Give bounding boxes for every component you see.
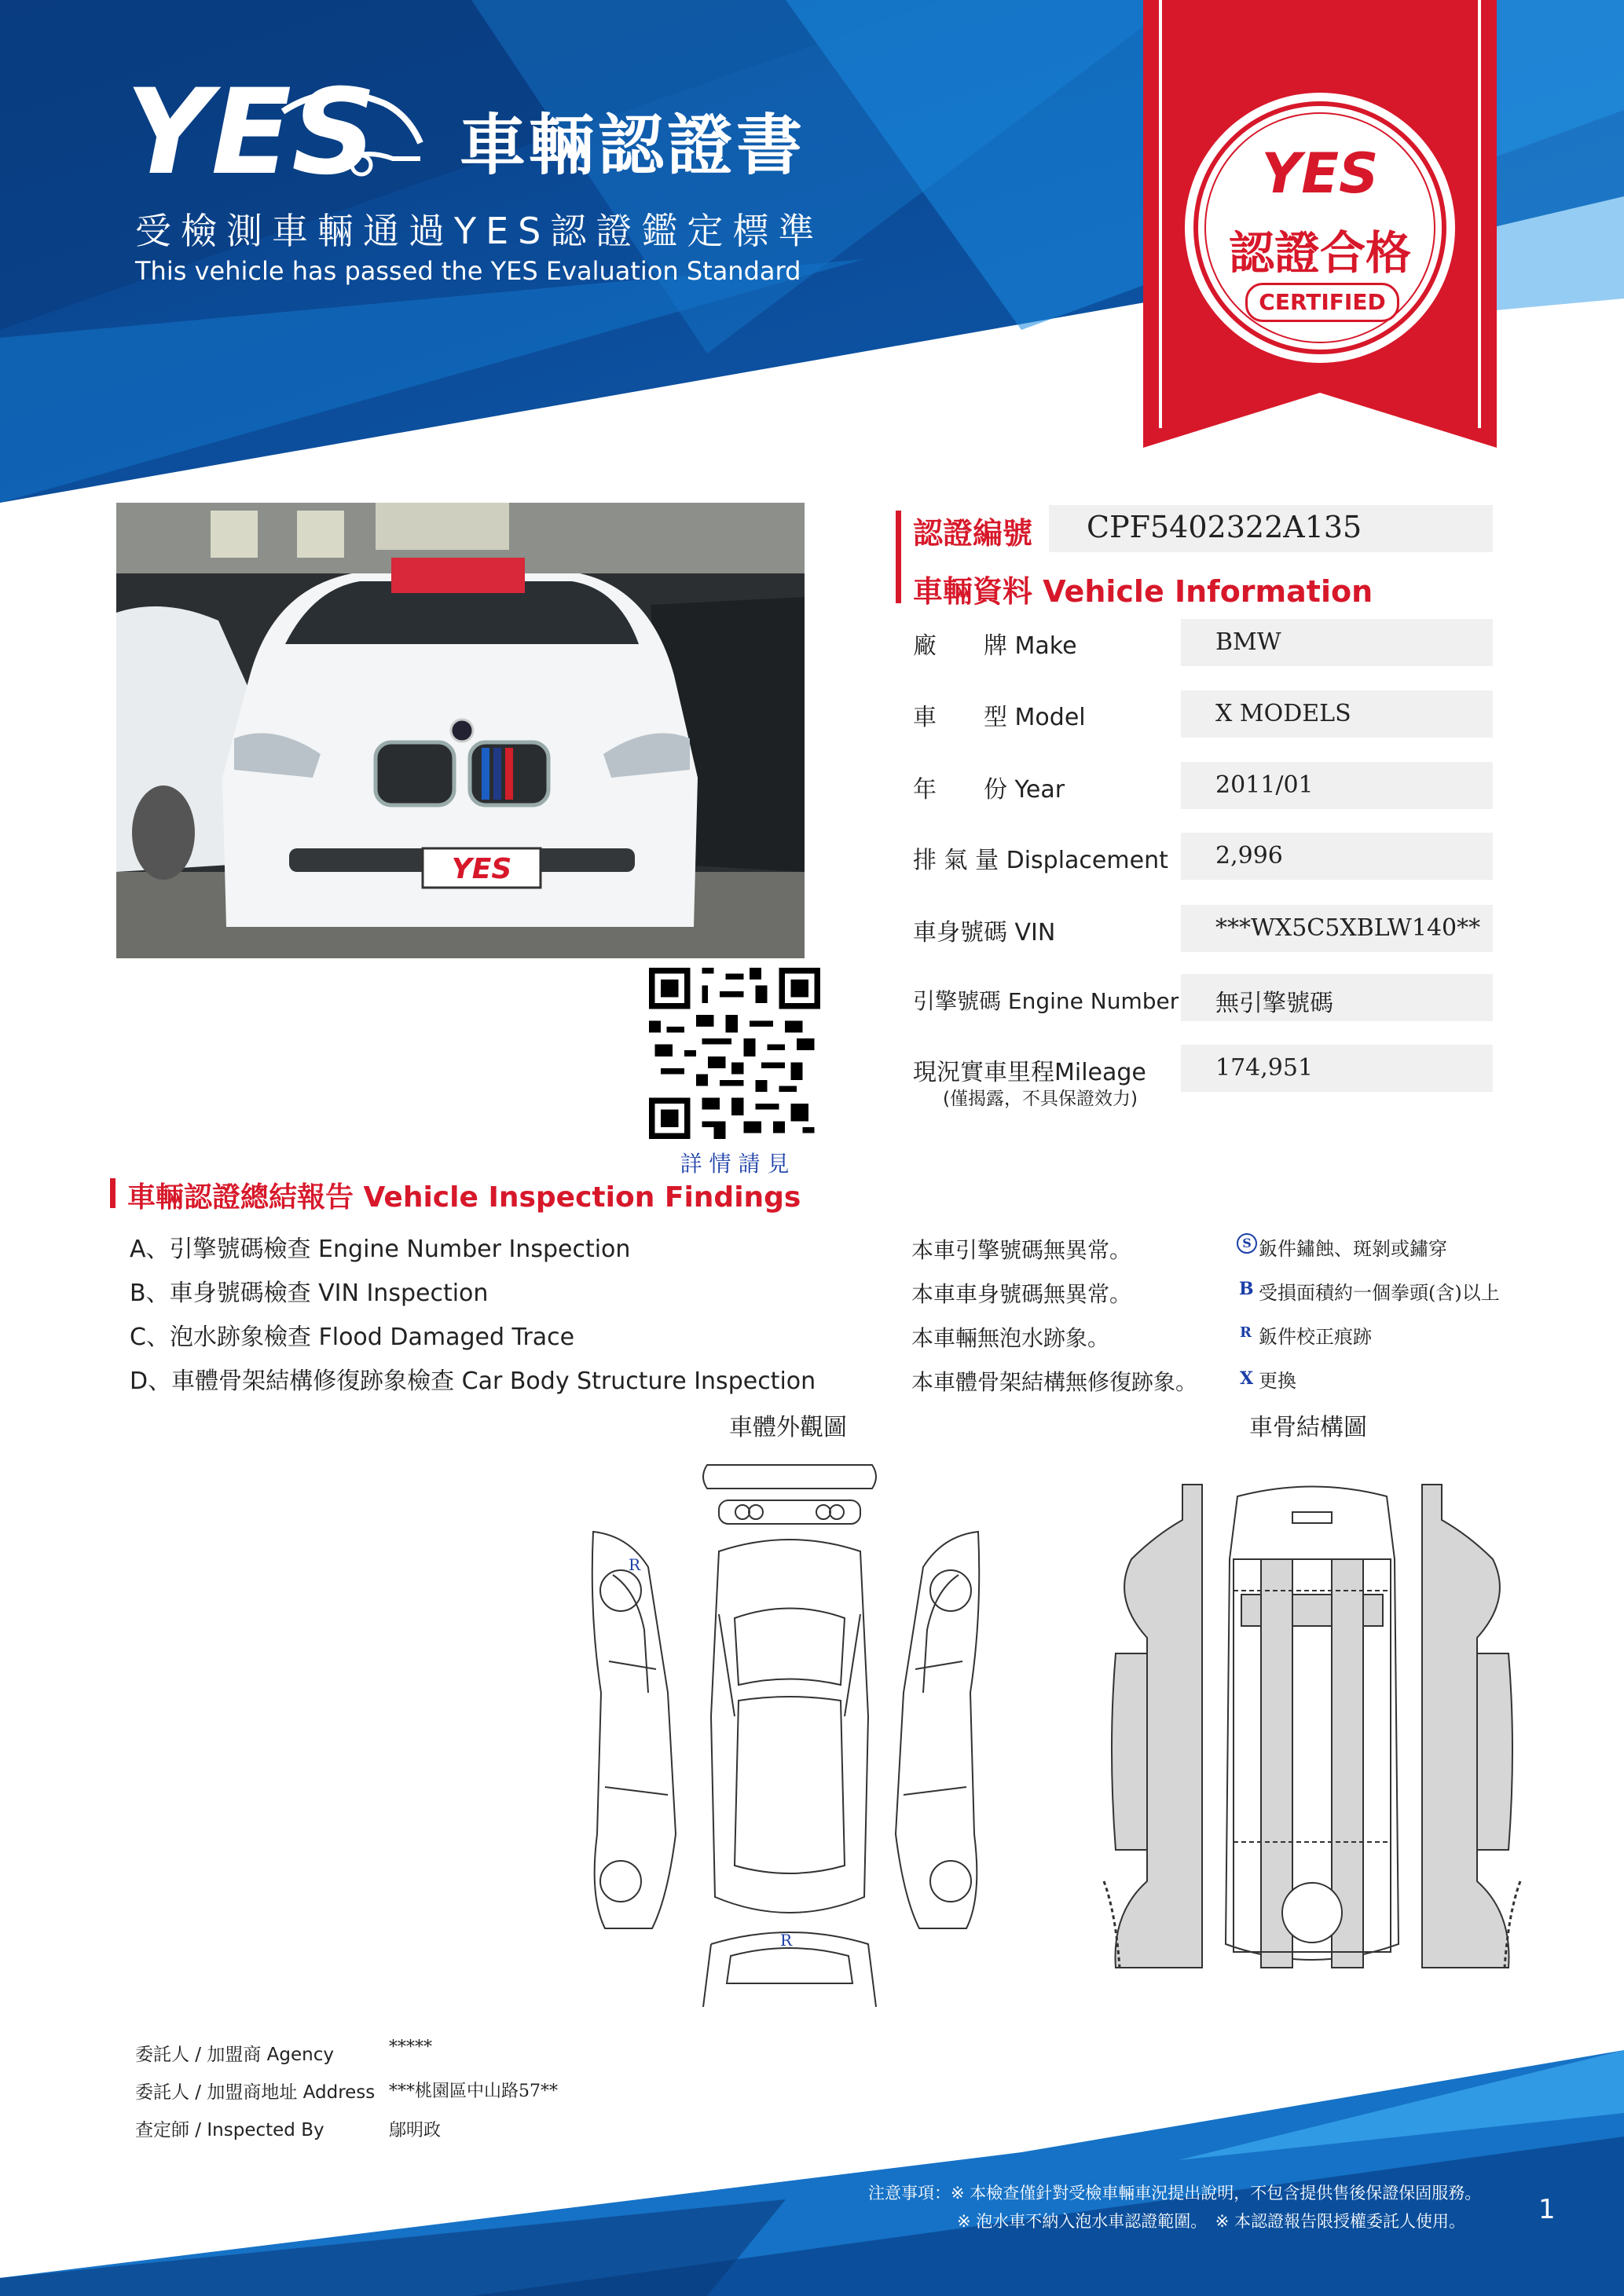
finding-label-c: C、泡水跡象檢查 Flood Damaged Trace bbox=[130, 1324, 575, 1351]
legend-text-s: 鈑件鏽蝕、斑剝或鏽穿 bbox=[1259, 1238, 1447, 1260]
info-value-make bbox=[1181, 619, 1493, 666]
legend-text-b: 受損面積約一個拳頭(含)以上 bbox=[1259, 1282, 1500, 1304]
legend-symbol-b: B bbox=[1239, 1279, 1254, 1299]
finding-result-b: 本車車身號碼無異常。 bbox=[911, 1281, 1132, 1307]
info-label-mileage: 現況實車里程Mileage bbox=[913, 1059, 1146, 1086]
page-number: 1 bbox=[1538, 2194, 1556, 2225]
inspector-label: 查定師 / Inspected By bbox=[135, 2120, 324, 2140]
vehicle-info-heading: 車輛資料 Vehicle Information bbox=[913, 574, 1373, 609]
info-value-model bbox=[1181, 690, 1493, 738]
findings-heading: 車輛認證總結報告 Vehicle Inspection Findings bbox=[127, 1181, 801, 1214]
info-value-text: ***WX5C5XBLW140** bbox=[1215, 914, 1481, 942]
finding-label-d: D、車體骨架結構修復跡象檢查 Car Body Structure Inspection bbox=[130, 1368, 816, 1395]
exterior-diagram-title: 車體外觀圖 bbox=[729, 1414, 847, 1441]
info-label-displacement: 排 氣 量 Displacement bbox=[913, 847, 1168, 874]
subtitle-english: This vehicle has passed the YES Evaluation Standard bbox=[135, 256, 801, 286]
cert-number-value: CPF5402322A135 bbox=[1087, 510, 1362, 544]
inspector-value: 鄔明政 bbox=[389, 2121, 442, 2140]
finding-result-a: 本車引擎號碼無異常。 bbox=[911, 1237, 1132, 1263]
document-title: 車輛認證書 bbox=[460, 107, 806, 184]
info-value-text: BMW bbox=[1215, 628, 1281, 656]
finding-result-d: 本車體骨架結構無修復跡象。 bbox=[911, 1369, 1198, 1395]
yes-logo-text: YES bbox=[126, 72, 377, 190]
cert-number-label: 認證編號 bbox=[913, 516, 1033, 551]
info-value-engine bbox=[1181, 974, 1493, 1021]
section-bar bbox=[110, 1178, 115, 1208]
info-value-year bbox=[1181, 762, 1493, 809]
stamp-text-en: CERTIFIED bbox=[1245, 283, 1399, 322]
vehicle-photo bbox=[116, 503, 805, 958]
qr-code[interactable] bbox=[649, 968, 820, 1139]
legend-symbol-s: S bbox=[1237, 1233, 1257, 1254]
subtitle-chinese: 受檢測車輛通過YES認證鑑定標準 bbox=[135, 210, 824, 252]
qr-caption: 詳 情 請 見 bbox=[680, 1151, 790, 1177]
info-label-year: 年 份 Year bbox=[913, 776, 1065, 804]
address-label: 委託人 / 加盟商地址 Address bbox=[135, 2082, 376, 2103]
info-value-text: 無引擎號碼 bbox=[1215, 990, 1333, 1017]
info-label-vin: 車身號碼 VIN bbox=[913, 919, 1056, 947]
yes-logo bbox=[126, 72, 424, 190]
exterior-diagram bbox=[581, 1457, 990, 2007]
info-value-text: 174,951 bbox=[1215, 1054, 1314, 1082]
legend-symbol-x: X bbox=[1240, 1368, 1254, 1389]
stamp-text-zh: 認證合格 bbox=[1228, 226, 1411, 280]
stamp-logo: YES bbox=[1261, 141, 1379, 206]
svg-text:YES: YES bbox=[451, 853, 512, 885]
cert-number-box bbox=[1049, 505, 1493, 552]
finding-label-b: B、車身號碼檢查 VIN Inspection bbox=[130, 1280, 489, 1307]
info-label-make: 廠 牌 Make bbox=[913, 632, 1077, 660]
address-value: ***桃園區中山路57** bbox=[389, 2082, 558, 2101]
info-value-text: 2011/01 bbox=[1215, 771, 1314, 799]
info-value-text: X MODELS bbox=[1215, 700, 1351, 727]
section-bar bbox=[896, 511, 901, 603]
legend-text-r: 鈑件校正痕跡 bbox=[1259, 1326, 1372, 1348]
finding-label-a: A、引擎號碼檢查 Engine Number Inspection bbox=[130, 1236, 631, 1263]
damage-mark-r: R bbox=[629, 1555, 641, 1574]
legend-symbol-r: R bbox=[1240, 1324, 1252, 1341]
info-value-text: 2,996 bbox=[1215, 842, 1283, 870]
structure-diagram bbox=[1100, 1473, 1524, 1983]
info-value-vin bbox=[1181, 905, 1493, 952]
notice-line-1: 注意事項：※ 本檢查僅針對受檢車輛車況提出說明，不包含提供售後保證保固服務。 bbox=[868, 2184, 1482, 2203]
info-label-model: 車 型 Model bbox=[913, 704, 1086, 731]
info-value-mileage bbox=[1181, 1045, 1493, 1092]
notice-line-2: ※ 泡水車不納入泡水車認證範圍。 ※ 本認證報告限授權委託人使用。 bbox=[957, 2212, 1466, 2231]
structure-diagram-title: 車骨結構圖 bbox=[1249, 1414, 1367, 1441]
legend-text-x: 更換 bbox=[1259, 1370, 1296, 1392]
damage-mark-r: R bbox=[780, 1931, 793, 1950]
agency-value: ***** bbox=[389, 2038, 432, 2057]
mileage-note: (僅揭露，不具保證效力) bbox=[943, 1089, 1138, 1109]
agency-label: 委託人 / 加盟商 Agency bbox=[135, 2045, 334, 2065]
info-value-displacement bbox=[1181, 833, 1493, 880]
info-label-engine: 引擎號碼 Engine Number bbox=[913, 988, 1179, 1014]
footer-background bbox=[0, 2042, 1624, 2296]
finding-result-c: 本車輛無泡水跡象。 bbox=[911, 1325, 1110, 1351]
